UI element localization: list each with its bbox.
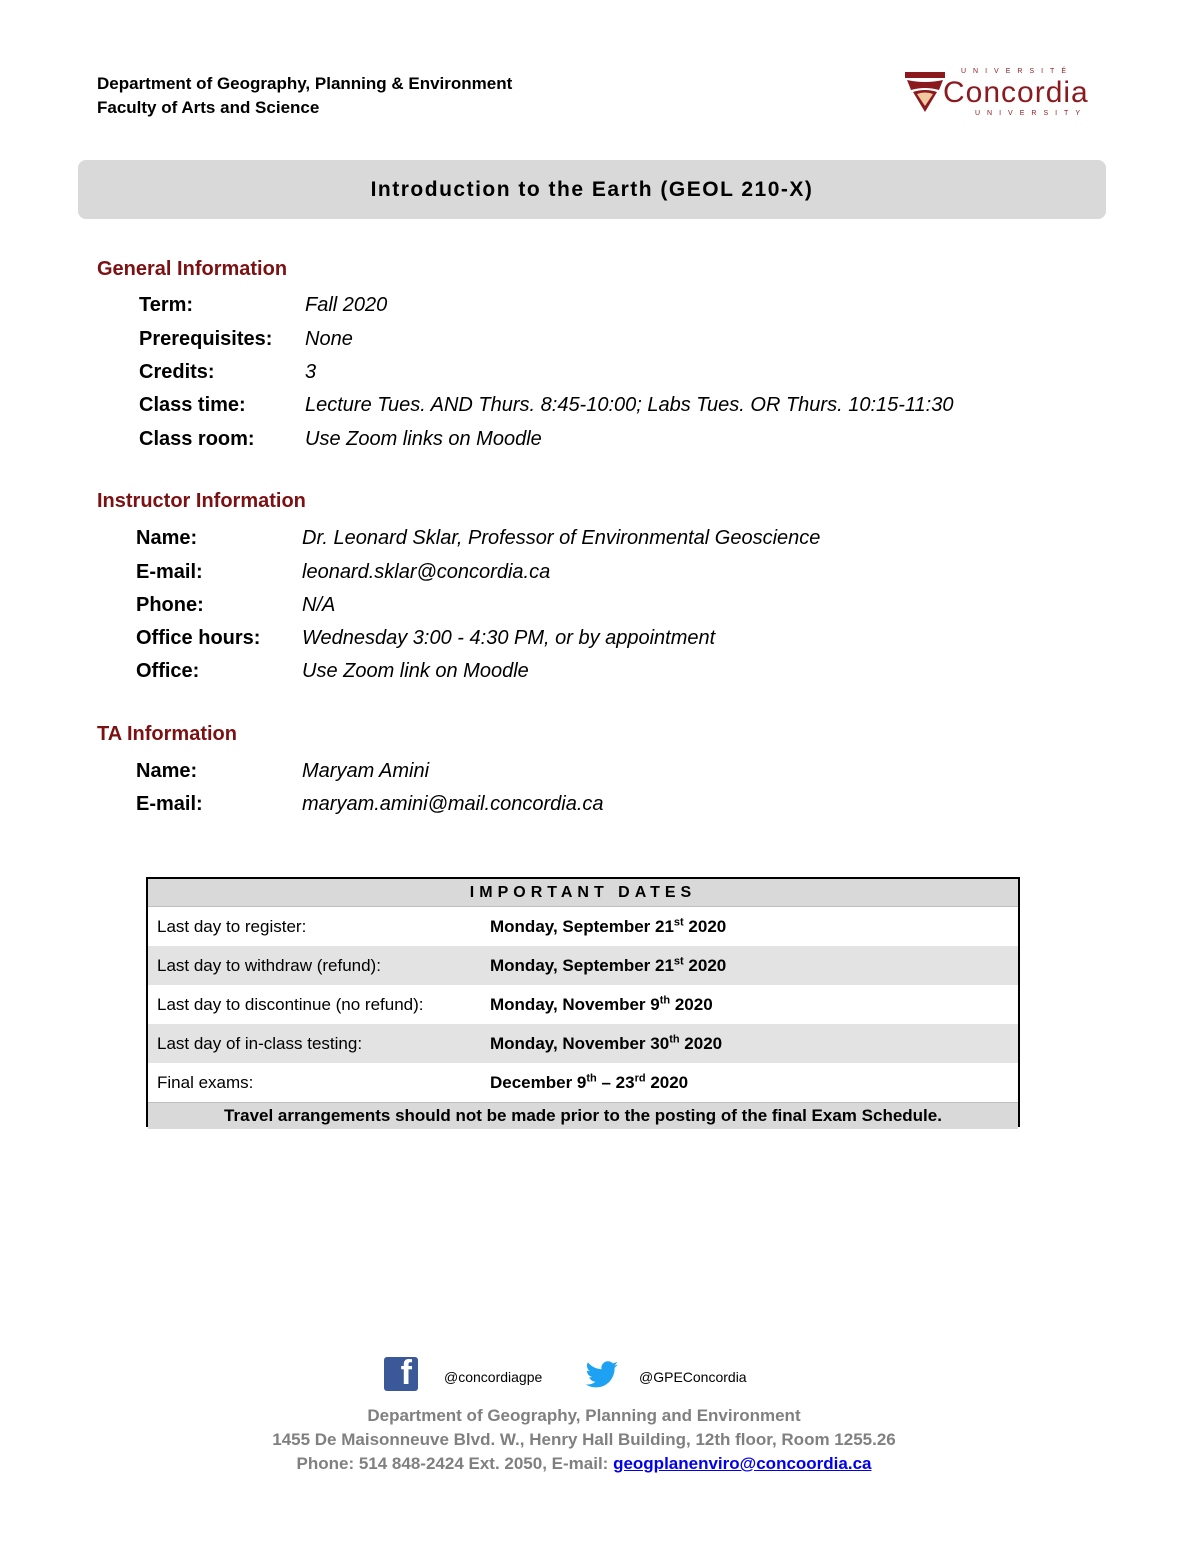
date-label: Last day of in-class testing:	[157, 1034, 363, 1053]
info-label: Office hours:	[136, 627, 261, 649]
info-value: Wednesday 3:00 - 4:30 PM, or by appointment	[302, 627, 716, 649]
info-label: Class time:	[139, 394, 246, 416]
date-row-register	[148, 907, 1018, 946]
travel-note: Travel arrangements should not be made prior to the posting of the final Exam Schedule.	[148, 1102, 1018, 1129]
date-row-testing	[148, 1024, 1018, 1063]
department-header	[97, 72, 512, 120]
info-label: Credits:	[139, 361, 215, 383]
info-value: leonard.sklar@concordia.ca	[302, 561, 551, 583]
info-value: N/A	[302, 594, 336, 616]
logo-universite: UNIVERSITÉ	[961, 68, 1074, 75]
concordia-logo	[903, 64, 1118, 124]
footer-department: Department of Geography, Planning and Environment	[367, 1406, 801, 1425]
info-label: E-mail:	[136, 793, 203, 815]
date-label: Last day to register:	[157, 917, 307, 936]
important-dates-table	[146, 877, 1020, 1127]
facebook-handle[interactable]: @concordiagpe	[444, 1369, 543, 1385]
info-label: Class room:	[139, 428, 255, 450]
logo-wordmark: Concordia	[943, 76, 1089, 109]
course-title-bar	[78, 160, 1106, 219]
info-label: Phone:	[136, 594, 204, 616]
info-value: maryam.amini@mail.concordia.ca	[302, 793, 604, 815]
info-label: E-mail:	[136, 561, 203, 583]
footer-phone: Phone: 514 848-2424 Ext. 2050, E-mail:	[296, 1454, 614, 1473]
important-dates-heading: IMPORTANT DATES	[148, 879, 1018, 907]
info-value: Use Zoom links on Moodle	[305, 428, 542, 450]
info-label: Name:	[136, 760, 198, 782]
twitter-handle[interactable]: @GPEConcordia	[639, 1369, 747, 1385]
info-label: Office:	[136, 660, 200, 682]
concordia-shield-icon	[903, 68, 947, 114]
date-value: Monday, September 21st 2020	[490, 955, 727, 975]
facebook-icon[interactable]: f	[384, 1357, 418, 1391]
info-label: Prerequisites:	[139, 328, 273, 350]
info-label: Term:	[139, 294, 194, 316]
info-value: None	[305, 328, 353, 350]
info-label: Name:	[136, 527, 198, 549]
date-value: Monday, November 30th 2020	[490, 1033, 723, 1053]
info-value: Lecture Tues. AND Thurs. 8:45-10:00; Labs Tues. OR Thurs. 10:15-11:30	[305, 394, 954, 416]
date-row-final-exams	[148, 1063, 1018, 1102]
info-value: Maryam Amini	[302, 760, 430, 782]
date-value: Monday, November 9th 2020	[490, 994, 713, 1014]
general-information-heading: General Information	[97, 258, 288, 280]
date-row-discontinue	[148, 985, 1018, 1024]
footer-address: 1455 De Maisonneuve Blvd. W., Henry Hall Building, 12th floor, Room 1255.26	[272, 1430, 896, 1449]
date-label: Last day to discontinue (no refund):	[157, 995, 424, 1014]
date-label: Last day to withdraw (refund):	[157, 956, 381, 975]
department-name: Department of Geography, Planning & Environment	[97, 74, 513, 93]
date-value: Monday, September 21st 2020	[490, 916, 727, 936]
logo-university: UNIVERSITY	[975, 110, 1088, 117]
date-label: Final exams:	[157, 1073, 254, 1092]
info-value: Dr. Leonard Sklar, Professor of Environmental Geoscience	[302, 527, 821, 549]
date-value: December 9th – 23rd 2020	[490, 1072, 689, 1092]
info-value: Fall 2020	[305, 294, 388, 316]
info-value: Use Zoom link on Moodle	[302, 660, 529, 682]
date-row-withdraw	[148, 946, 1018, 985]
info-value: 3	[305, 361, 317, 383]
instructor-information-heading: Instructor Information	[97, 490, 306, 512]
ta-information-heading: TA Information	[97, 723, 237, 745]
footer-contact	[0, 1452, 1168, 1476]
footer-email-link[interactable]: geogplanenviro@concoordia.ca	[613, 1454, 872, 1473]
twitter-icon[interactable]	[585, 1358, 619, 1392]
course-title: Introduction to the Earth (GEOL 210-X)	[370, 177, 814, 201]
faculty-name: Faculty of Arts and Science	[97, 98, 320, 117]
